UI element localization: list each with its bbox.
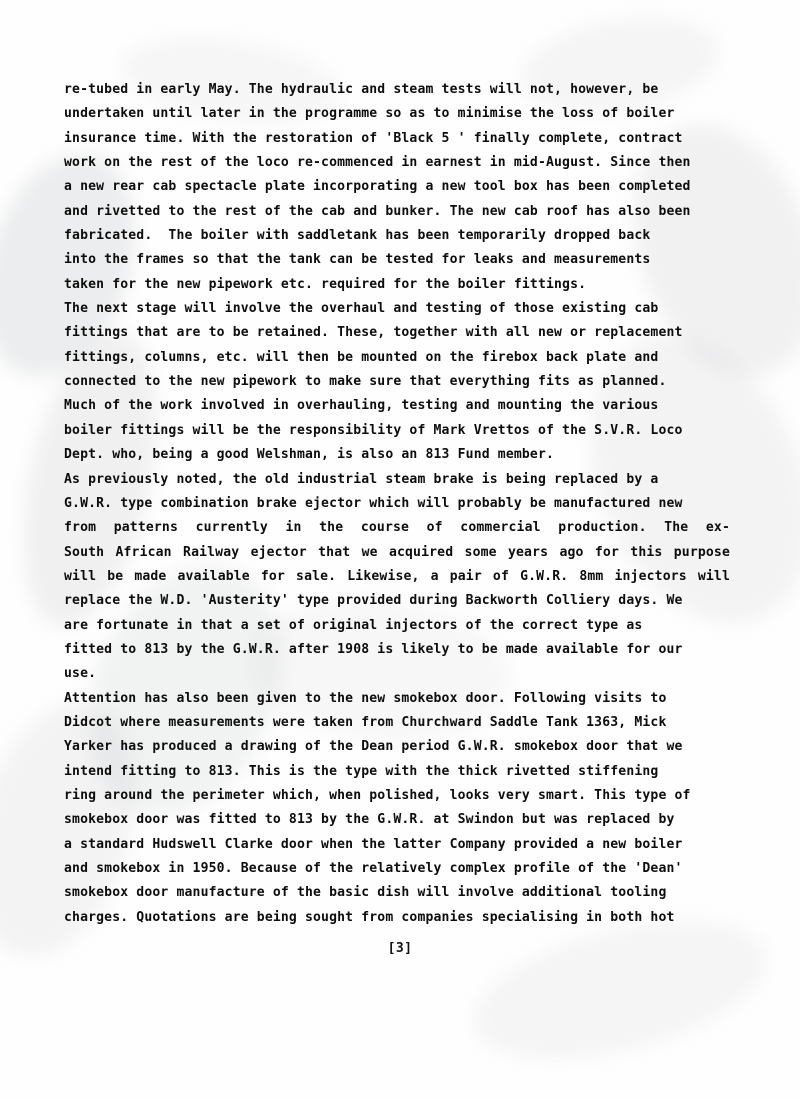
text-line: Dept. who, being a good Welshman, is also an 813 Fund member. bbox=[64, 447, 555, 463]
text-line: Didcot where measurements were taken from Churchward Saddle Tank 1363, Mick bbox=[64, 714, 667, 730]
text-line: smokebox door manufacture of the basic dish will involve additional tooling bbox=[64, 885, 667, 901]
text-line: fittings that are to be retained. These, together with all new or replacement bbox=[64, 325, 683, 341]
text-line: intend fitting to 813. This is the type with the thick rivetted stiffening bbox=[64, 763, 659, 779]
text-line: from patterns currently in the course of commercial production. The ex- bbox=[64, 520, 730, 536]
text-line: boiler fittings will be the responsibility of Mark Vrettos of the S.V.R. Loco bbox=[64, 422, 683, 438]
text-line: Much of the work involved in overhauling, testing and mounting the various bbox=[64, 398, 659, 414]
text-line: Yarker has produced a drawing of the Dean period G.W.R. smokebox door that we bbox=[64, 739, 683, 755]
body-text bbox=[64, 78, 730, 930]
text-line: fabricated. The boiler with saddletank has been temporarily dropped back bbox=[64, 228, 651, 244]
text-line: fittings, columns, etc. will then be mounted on the firebox back plate and bbox=[64, 349, 659, 365]
text-line: ring around the perimeter which, when polished, looks very smart. This type of bbox=[64, 787, 691, 803]
text-line: use. bbox=[64, 666, 97, 682]
text-line: work on the rest of the loco re-commenced in earnest in mid-August. Since then bbox=[64, 155, 691, 171]
text-line: The next stage will involve the overhaul and testing of those existing cab bbox=[64, 301, 659, 317]
text-line: a new rear cab spectacle plate incorporating a new tool box has been completed bbox=[64, 179, 691, 195]
text-line: will be made available for sale. Likewise, a pair of G.W.R. 8mm injectors will bbox=[64, 568, 730, 584]
text-line: fitted to 813 by the G.W.R. after 1908 is likely to be made available for our bbox=[64, 641, 683, 657]
text-line: charges. Quotations are being sought from companies specialising in both hot bbox=[64, 909, 675, 925]
text-line: and smokebox in 1950. Because of the relatively complex profile of the 'Dean' bbox=[64, 861, 683, 876]
text-line: replace the W.D. 'Austerity' type provided during Backworth Colliery days. We bbox=[64, 593, 683, 609]
text-line: taken for the new pipework etc. required for the boiler fittings. bbox=[64, 276, 587, 292]
text-line: As previously noted, the old industrial steam brake is being replaced by a bbox=[64, 471, 659, 487]
page-number: [3] bbox=[387, 941, 413, 956]
text-line: connected to the new pipework to make sure that everything fits as planned. bbox=[64, 374, 667, 390]
text-line: are fortunate in that a set of original injectors of the correct type as bbox=[64, 617, 643, 633]
text-line: and rivetted to the rest of the cab and bunker. The new cab roof has also been bbox=[64, 203, 691, 219]
text-line: South African Railway ejector that we acquired some years ago for this purpose bbox=[64, 544, 730, 560]
text-line: Attention has also been given to the new smokebox door. Following visits to bbox=[64, 690, 667, 706]
text-line: G.W.R. type combination brake ejector which will probably be manufactured new bbox=[64, 495, 683, 511]
text-line: undertaken until later in the programme so as to minimise the loss of boiler bbox=[64, 106, 675, 122]
text-line: insurance time. With the restoration of 'Black 5 ' finally complete, contract bbox=[64, 130, 683, 146]
text-line: re-tubed in early May. The hydraulic and steam tests will not, however, be bbox=[64, 82, 659, 97]
text-line: into the frames so that the tank can be tested for leaks and measurements bbox=[64, 252, 651, 268]
text-line: a standard Hudswell Clarke door when the latter Company provided a new boiler bbox=[64, 836, 683, 852]
text-line: smokebox door was fitted to 813 by the G.W.R. at Swindon but was replaced by bbox=[64, 812, 675, 828]
